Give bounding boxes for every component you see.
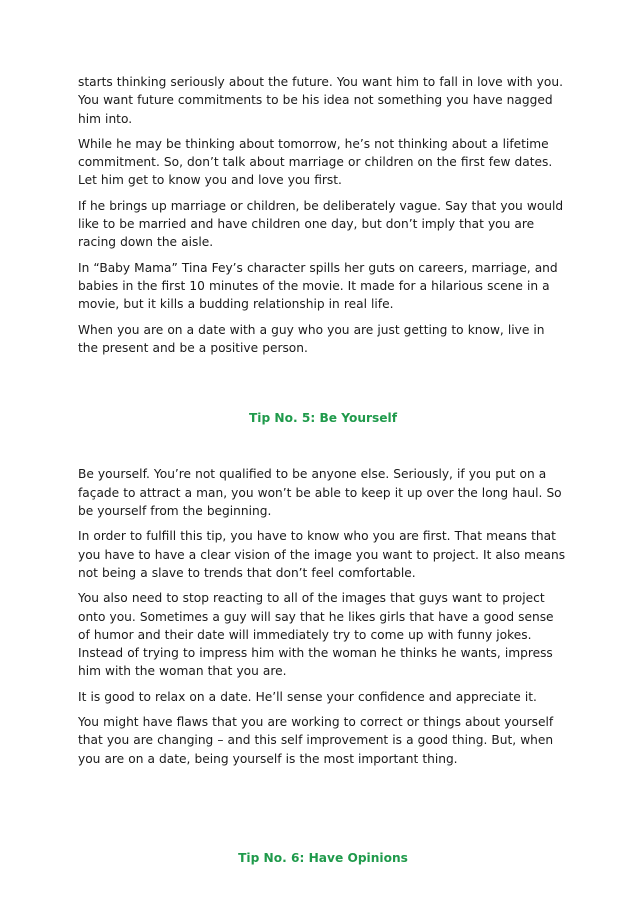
spacer [78, 364, 568, 409]
paragraph: In order to fulfill this tip, you have to know who you are first. That means that you have to have a clear vision of the image you want to project. It also means not being a slave to trends that don’t feel comfortable. [78, 529, 566, 580]
page-content [78, 73, 568, 867]
paragraph: starts thinking seriously about the future. You want him to fall in love with you. You want future commitments to be his idea not something you have nagged him into. [78, 75, 563, 126]
spacer [78, 775, 568, 849]
paragraph: It is good to relax on a date. He’ll sense your confidence and appreciate it. [78, 689, 537, 704]
paragraph: If he brings up marriage or children, be deliberately vague. Say that you would like to be married and have children one day, but don’t imply that you are racing down the aisle. [78, 198, 564, 250]
paragraph: Be yourself. You’re not qualified to be anyone else. Seriously, if you put on a façade to attract a man, you won’t be able to keep it up over the long haul. So be yourself from the beginning. [78, 467, 562, 519]
tip-5-heading: Tip No. 5: Be Yourself [248, 411, 398, 426]
paragraph: You might have flaws that you are working to correct or things about yourself that you are changing – and this self improvement is a good thing. But, when you are on a date, being yourself is the most important thing. [78, 715, 554, 766]
paragraph: In “Baby Mama” Tina Fey’s character spills her guts on careers, marriage, and babies in the first 10 minutes of the movie. It made for a hilarious scene in a movie, but it kills a budding relationship in real life. [78, 260, 558, 312]
paragraph: You also need to stop reacting to all of the images that guys want to project onto you. Sometimes a guy will say that he likes girls that have a good sense of humor and their date will immediately try to come up with funny jokes. Instead of trying to impress him with the woman he thinks he wants, impress him with the woman that you are. [78, 591, 554, 679]
paragraph: While he may be thinking about tomorrow, he’s not thinking about a lifetime commitment. So, don’t talk about marriage or children on the first few dates. Let him get to know you and love you first. [78, 136, 553, 188]
spacer [78, 427, 568, 465]
tip-6-heading: Tip No. 6: Have Opinions [238, 850, 408, 865]
paragraph: When you are on a date with a guy who you are just getting to know, live in the present and be a positive person. [78, 322, 545, 355]
